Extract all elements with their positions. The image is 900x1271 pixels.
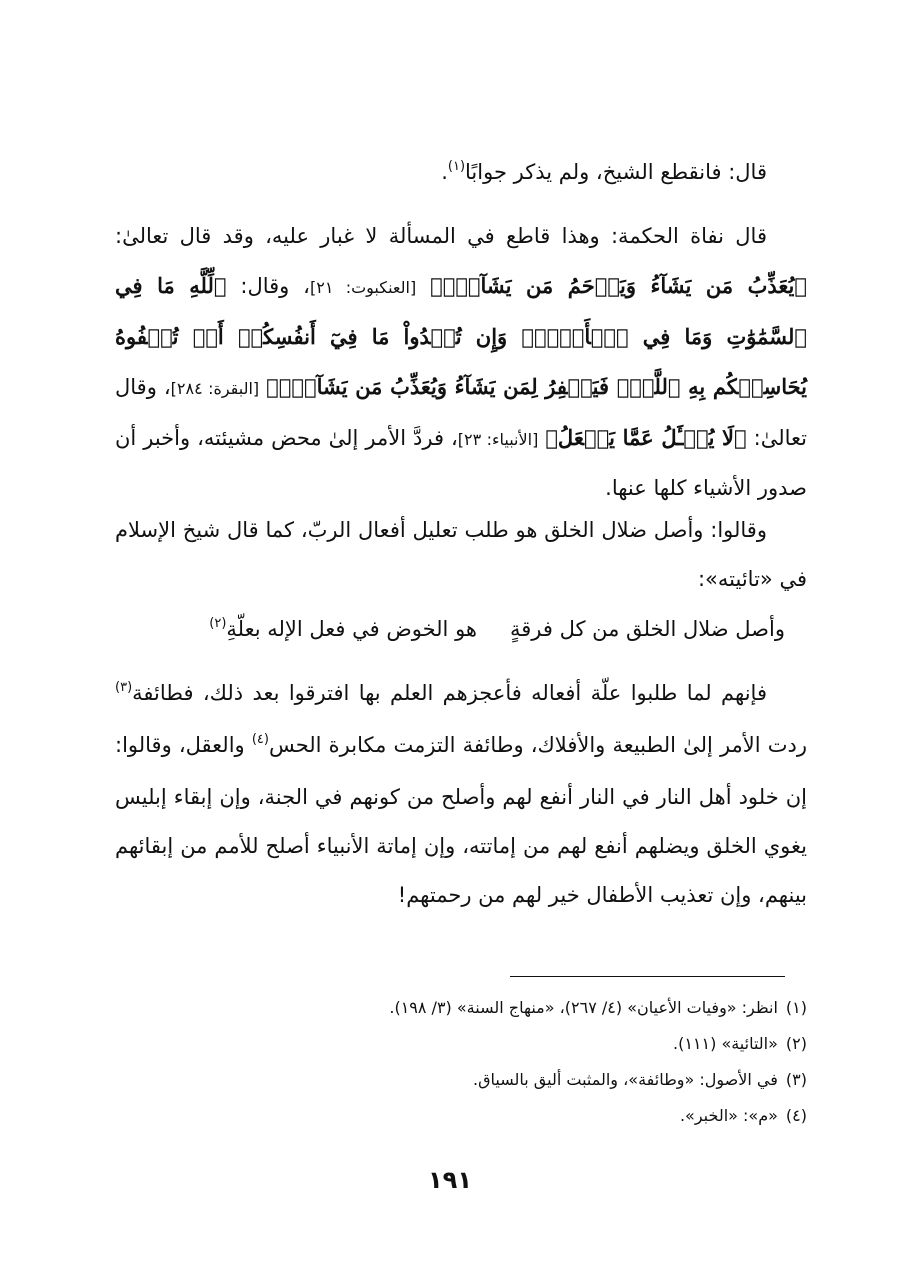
paragraph-3-text: وقالوا: وأصل ضلال الخلق هو طلب تعليل أفعال الربّ، كما قال شيخ الإسلام في «تائيته»:	[115, 518, 807, 591]
footnote-number: (٣)	[785, 1070, 807, 1089]
footnotes	[115, 990, 807, 1134]
footnote-ref-3[interactable]: (٣)	[115, 680, 133, 695]
footnote-number: (٤)	[785, 1106, 807, 1125]
quran-verse-anbiya: ﴿لَا يُسۡـَٔلُ عَمَّا يَفۡعَلُ﴾	[545, 425, 747, 450]
footnote-text: «م»: «الخبر».	[679, 1106, 778, 1125]
page-number: ١٩١	[428, 1166, 472, 1194]
paragraph-2	[115, 212, 807, 513]
verse-reference-ankabut: [العنكبوت: ٢١]	[309, 278, 417, 297]
paragraph-4	[115, 669, 807, 920]
verse-reference-anbiya: [الأنبياء: ٢٣]	[457, 430, 539, 449]
quran-verse-ankabut: ﴿يُعَذِّبُ مَن يَشَآءُ وَيَرۡحَمُ مَن يَشَآءُۖ﴾	[430, 273, 808, 298]
footnote-4	[115, 1098, 807, 1134]
paragraph-1	[115, 148, 807, 200]
footnote-3	[115, 1062, 807, 1098]
quran-verse-baqarah: ﴿لِّلَّهِ مَا فِي ٱلسَّمَٰوَٰتِ وَمَا فِي ٱلۡأَرۡضِۗ وَإِن تُبۡدُواْ مَا فِيٓ أَنفُسِكُمۡ أَوۡ تُخۡفُوهُ يُحَاسِبۡكُم بِهِ ٱللَّهُۖ فَيَغۡفِرُ لِمَن يَشَآءُ وَيُعَذِّبُ مَن يَشَآءُۗ﴾	[115, 273, 808, 399]
footnote-text: انظر: «وفيات الأعيان» (٤/ ٢٦٧)، «منهاج السنة» (٣/ ١٩٨).	[389, 998, 778, 1017]
paragraph-3	[115, 506, 807, 604]
poem-second-hemistich: هو الخوض في فعل الإله بعلّةِ$^{(٢)}$	[209, 616, 477, 641]
footnote-text: في الأصول: «وطائفة»، والمثبت أليق بالسياق.	[473, 1070, 778, 1089]
footnote-ref-2[interactable]: (٢)	[209, 616, 227, 631]
footnote-separator	[510, 976, 785, 977]
footnote-number: (٢)	[785, 1034, 807, 1053]
poem-first-hemistich: وأصل ضلال الخلق من كل فرقةٍ	[509, 617, 785, 641]
paragraph-2-text: قال نفاة الحكمة: وهذا قاطع في المسألة لا غبار عليه، وقد قال تعالىٰ: ﴿يُعَذِّبُ مَن يَشَآءُ وَيَرۡحَمُ مَن يَشَآءُۖ﴾ [العنكبوت: ٢١]، وقال: ﴿لِّلَّهِ مَا فِي ٱلسَّمَٰوَٰتِ وَمَا فِي ٱلۡأَرۡضِۗ وَإِن تُبۡدُواْ مَا فِيٓ أَنفُسِكُمۡ أَوۡ تُخۡفُوهُ يُحَاسِبۡكُم بِهِ ٱللَّهُۖ فَيَغۡفِرُ لِمَن يَشَآءُ وَيُعَذِّبُ مَن يَشَآءُۗ﴾ [البقرة: ٢٨٤]، وقال تعالىٰ: ﴿لَا يُسۡـَٔلُ عَمَّا يَفۡعَلُ﴾ [الأنبياء: ٢٣]، فردَّ الأمر إلىٰ محض مشيئته، وأخبر أن صدور الأشياء كلها عنها.	[115, 224, 808, 500]
footnote-1	[115, 990, 807, 1026]
footnote-2	[115, 1026, 807, 1062]
poem-verse	[115, 605, 807, 654]
footnote-ref-1[interactable]: (١)	[447, 159, 466, 174]
footnote-ref-4[interactable]: (٤)	[251, 732, 269, 747]
footnote-number: (١)	[785, 998, 807, 1017]
footnote-text: «التائية» (١١١).	[673, 1034, 778, 1053]
paragraph-1-text: قال: فانقطع الشيخ، ولم يذكر جوابًا$^{(١)}$.	[441, 159, 767, 184]
verse-reference-baqarah: [البقرة: ٢٨٤]	[170, 379, 260, 398]
paragraph-4-text: فإنهم لما طلبوا علّة أفعاله فأعجزهم العلم بها افترقوا بعد ذلك، فطائفة$^{(٣)}$ ردت الأمر إلىٰ الطبيعة والأفلاك، وطائفة التزمت مكابرة الحس$^{(٤)}$ والعقل، وقالوا: إن خلود أهل النار في النار أنفع لهم وأصلح من كونهم في الجنة، وإن إبقاء إبليس يغوي الخلق ويضلهم أنفع لهم من إماتته، وإن إماتة الأنبياء أصلح للأمم من إبقائهم بينهم، وإن تعذيب الأطفال خير لهم من رحمتهم!	[115, 680, 807, 907]
